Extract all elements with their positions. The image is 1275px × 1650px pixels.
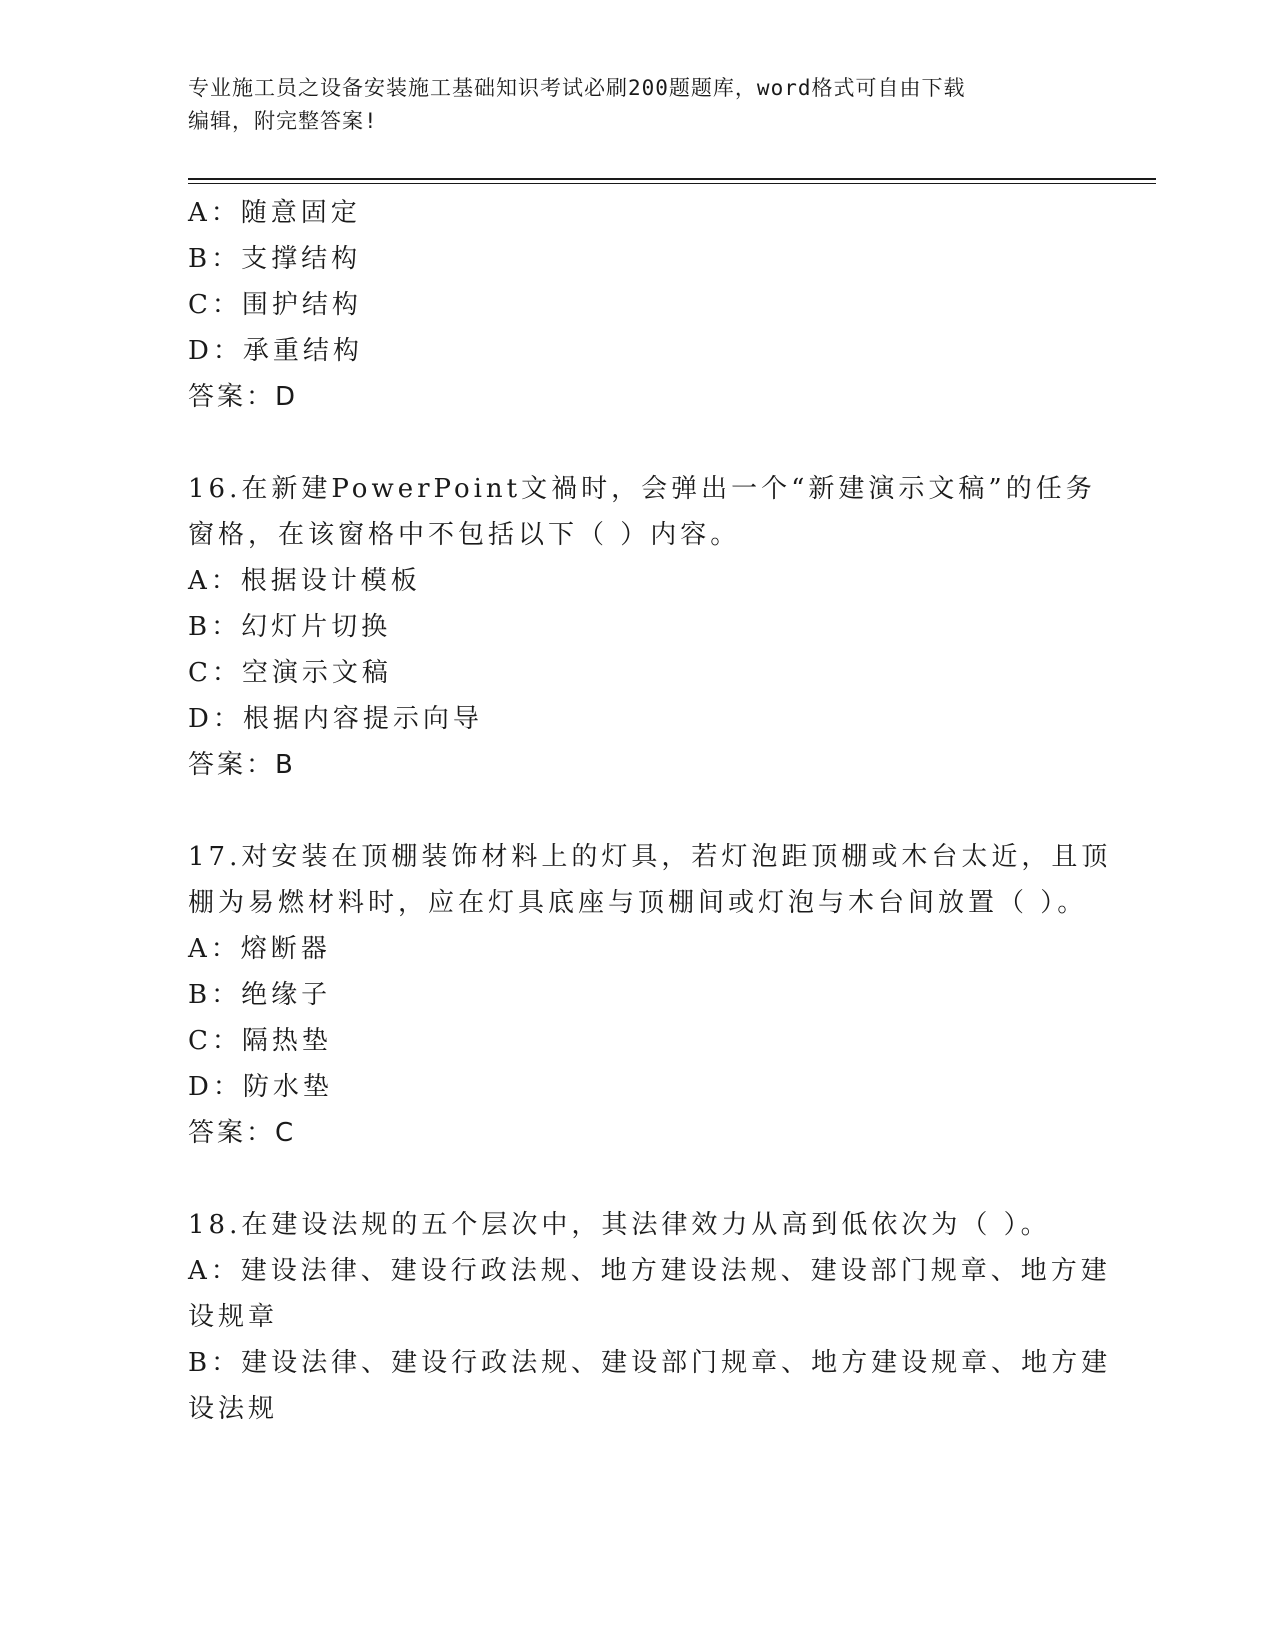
question-text-line-2: 棚为易燃材料时，应在灯具底座与顶棚间或灯泡与木台间放置（ ）。 <box>188 888 1088 918</box>
spacer <box>188 420 1068 466</box>
answer: 答案：C <box>188 1118 297 1148</box>
option-d: D：承重结构 <box>188 336 363 366</box>
header-divider-thick <box>188 178 1156 180</box>
question-18 <box>188 1202 1112 1432</box>
spacer <box>188 1156 1068 1202</box>
option-c: C：围护结构 <box>188 290 362 320</box>
option-a: A：熔断器 <box>188 934 331 964</box>
option-a-line-2: 设规章 <box>188 1302 279 1332</box>
header-line-2: 编辑，附完整答案! <box>188 109 378 133</box>
option-a: A：根据设计模板 <box>188 566 421 596</box>
document-header <box>188 72 1068 138</box>
option-b: B：绝缘子 <box>188 980 332 1010</box>
question-text-line-1: 17.对安装在顶棚装饰材料上的灯具，若灯泡距顶棚或木台太近，且顶 <box>188 842 1112 872</box>
option-a-line-1: A：建设法律、建设行政法规、地方建设法规、建设部门规章、地方建 <box>188 1256 1111 1286</box>
option-b: B：支撑结构 <box>188 244 362 274</box>
option-b-line-1: B：建设法律、建设行政法规、建设部门规章、地方建设规章、地方建 <box>188 1348 1112 1378</box>
option-a: A：随意固定 <box>188 198 361 228</box>
header-line-1: 专业施工员之设备安装施工基础知识考试必刷200题题库，word格式可自由下载 <box>188 76 966 100</box>
question-list <box>188 190 1112 1432</box>
question-text-line-1: 18.在建设法规的五个层次中，其法律效力从高到低依次为（ ）。 <box>188 1210 1051 1240</box>
option-c: C：隔热垫 <box>188 1026 332 1056</box>
answer: 答案：D <box>188 382 299 412</box>
option-b: B：幻灯片切换 <box>188 612 392 642</box>
question-text-line-1: 16.在新建PowerPoint文禍时，会弹出一个“新建演示文稿”的任务 <box>188 474 1096 504</box>
option-c: C：空演示文稿 <box>188 658 392 688</box>
answer: 答案：B <box>188 750 296 780</box>
option-d: D：防水垫 <box>188 1072 333 1102</box>
question-16 <box>188 466 1096 788</box>
question-17 <box>188 834 1112 1156</box>
header-divider-thin <box>188 183 1156 184</box>
option-d: D：根据内容提示向导 <box>188 704 483 734</box>
question-15 <box>188 190 1068 420</box>
question-text-line-2: 窗格，在该窗格中不包括以下（ ）内容。 <box>188 520 741 550</box>
option-b-line-2: 设法规 <box>188 1394 279 1424</box>
spacer <box>188 788 1068 834</box>
